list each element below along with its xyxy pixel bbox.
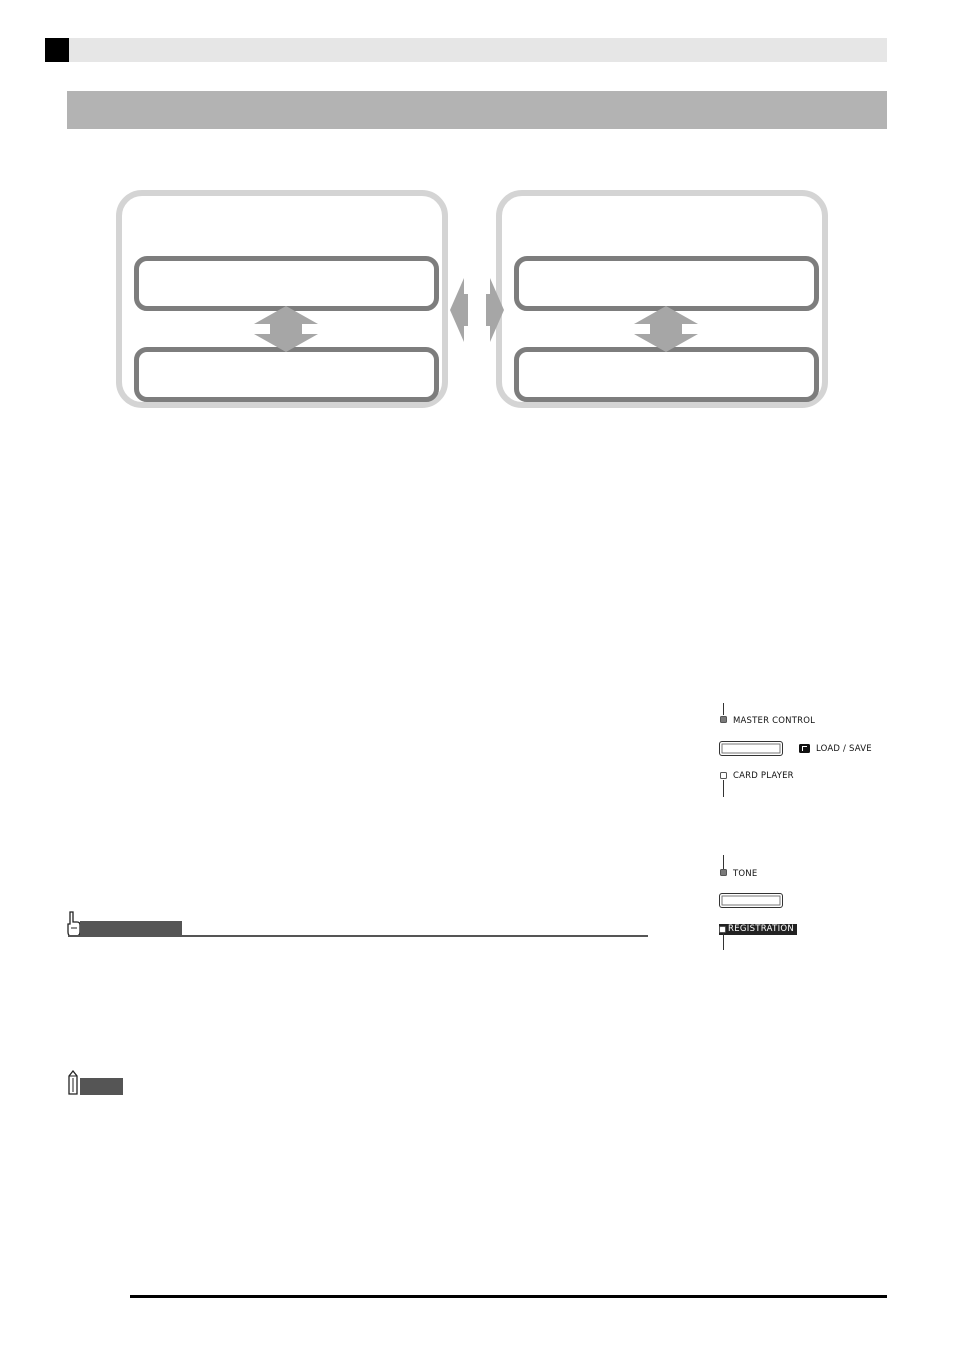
card-player-led: [720, 772, 727, 779]
card-player-label: CARD PLAYER: [733, 771, 794, 781]
registration-label: REGISTRATION: [719, 924, 797, 935]
function-icon: [799, 744, 810, 753]
mode-box-left-bottom: [134, 347, 439, 402]
page-header-bar: [45, 38, 887, 62]
master-control-label: MASTER CONTROL: [733, 716, 816, 726]
note-heading-tab: [80, 1078, 123, 1095]
mode-button[interactable]: [719, 741, 783, 756]
tone-led: [720, 869, 727, 876]
section-title-bar: [67, 91, 887, 129]
important-heading-tab: [80, 921, 182, 936]
tone-label: TONE: [733, 869, 758, 879]
registration-led: [719, 926, 726, 933]
master-control-led: [720, 716, 727, 723]
mode-box-right-bottom: [514, 347, 819, 402]
up-down-arrow-left-icon: [252, 304, 320, 354]
load-save-label: LOAD / SAVE: [816, 744, 872, 754]
mode-box-left-top: [134, 256, 439, 311]
left-right-arrow-icon: [448, 276, 506, 344]
important-heading-rule: [68, 935, 648, 937]
mode-box-right-top: [514, 256, 819, 311]
chapter-tab-marker: [45, 38, 69, 62]
tone-button[interactable]: [719, 893, 783, 908]
up-down-arrow-right-icon: [632, 304, 700, 354]
footer-rule: [130, 1295, 887, 1298]
